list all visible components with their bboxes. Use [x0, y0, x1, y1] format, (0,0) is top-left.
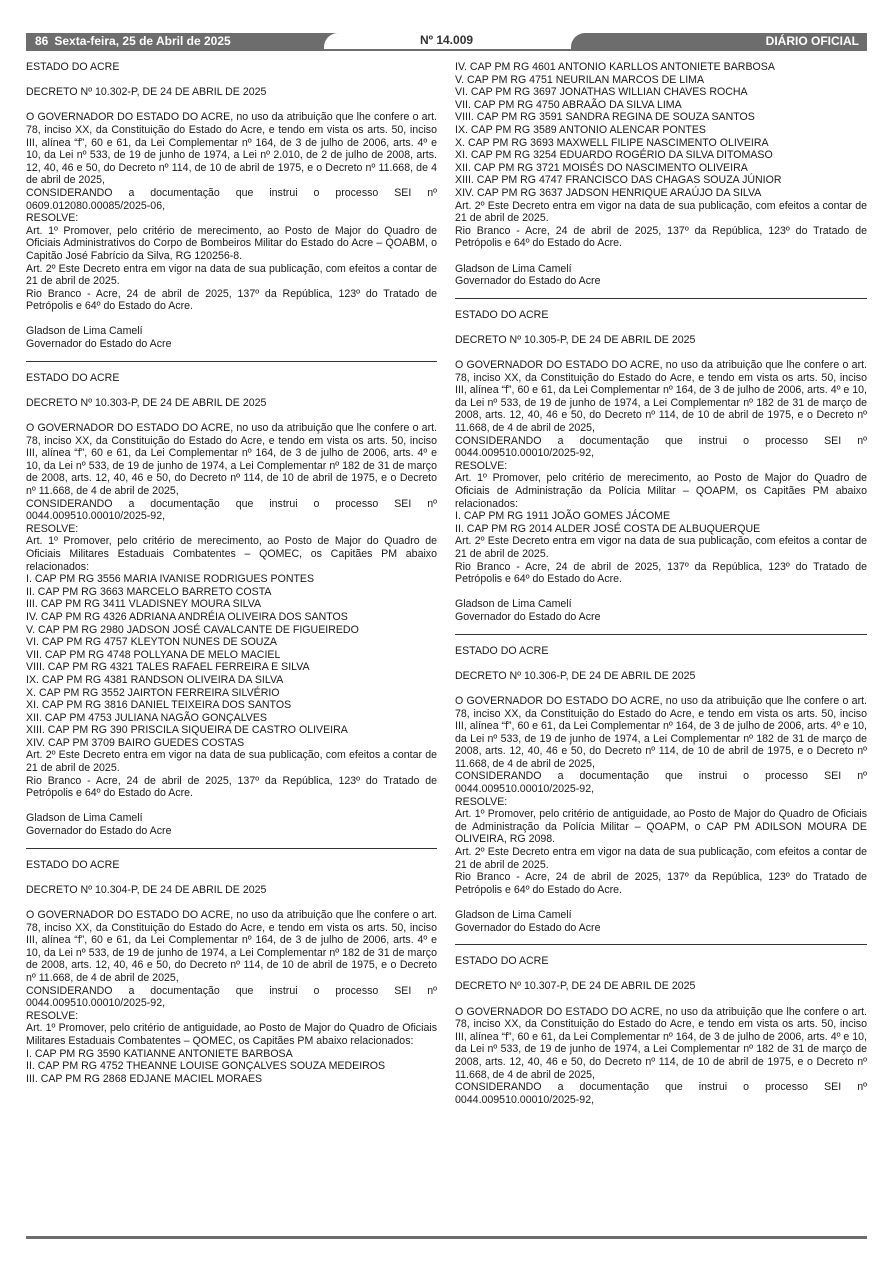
- decree-resolve: RESOLVE:: [26, 212, 79, 225]
- footer-rule: [26, 1236, 867, 1239]
- signer-name: Gladson de Lima Camelí: [26, 325, 143, 338]
- list-item: V. CAP PM RG 4751 NEURILAN MARCOS DE LIMA: [455, 73, 705, 86]
- decree-10304-continued: [455, 61, 867, 288]
- list-item: IX. CAP PM RG 4381 RANDSON OLIVEIRA DA SILVA: [26, 673, 284, 686]
- list-item: XIV. CAP PM RG 3637 JADSON HENRIQUE ARAÚJO DA SILVA: [455, 186, 762, 199]
- list-item: IV. CAP PM RG 4326 ADRIANA ANDRÉIA OLIVEIRA DOS SANTOS: [26, 610, 348, 623]
- page-number: 86: [35, 34, 49, 48]
- state-heading: ESTADO DO ACRE: [455, 955, 549, 968]
- list-item: X. CAP PM RG 3693 MAXWELL FILIPE NASCIMENTO OLIVEIRA: [455, 136, 769, 149]
- decree-10307: [455, 955, 867, 1106]
- decree-place-date: Rio Branco - Acre, 24 de abril de 2025, 137º da República, 123º do Tratado de Petrópolis e 64º do Estado do Acre.: [455, 224, 867, 250]
- section-divider: [26, 361, 437, 362]
- decree-article-2: Art. 2º Este Decreto entra em vigor na data de sua publicação, com efeitos a contar de 21 de abril de 2025.: [455, 199, 867, 225]
- list-item: XI. CAP PM RG 3254 EDUARDO ROGÉRIO DA SILVA DITOMASO: [455, 149, 773, 162]
- section-divider: [455, 298, 867, 299]
- list-item: XIV. CAP PM 3709 BAIRO GUEDES COSTAS: [26, 736, 245, 749]
- decree-resolve: RESOLVE:: [455, 795, 508, 808]
- decree-article-1: Art. 1º Promover, pelo critério de merecimento, ao Posto de Major do Quadro de Oficiais Administrativos do Corpo de Bombeiros Militar do Estado do Acre – QOABM, o Capitão José Fabrício da Silva, RG 120256-8.: [26, 224, 437, 262]
- list-item: XII. CAP PM RG 3721 MOISÉS DO NASCIMENTO OLIVEIRA: [455, 161, 748, 174]
- list-item: IX. CAP PM RG 3589 ANTONIO ALENCAR PONTES: [455, 123, 706, 136]
- list-item: I. CAP PM RG 3556 MARIA IVANISE RODRIGUES PONTES: [26, 573, 315, 586]
- decree-considering: CONSIDERANDO a documentação que instrui o processo SEI nº 0044.009510.00010/2025-92,: [455, 434, 867, 460]
- decree-title: DECRETO Nº 10.307-P, DE 24 DE ABRIL DE 2025: [455, 980, 696, 993]
- list-item: II. CAP PM RG 4752 THEANNE LOUISE GONÇALVES SOUZA MEDEIROS: [26, 1060, 386, 1073]
- state-heading: ESTADO DO ACRE: [455, 308, 549, 321]
- decree-title: DECRETO Nº 10.303-P, DE 24 DE ABRIL DE 2025: [26, 396, 267, 409]
- decree-preamble: O GOVERNADOR DO ESTADO DO ACRE, no uso da atribuição que lhe confere o art. 78, inciso XX, da Constituição do Estado do Acre, e tendo em vista os arts. 50, inciso III, alínea “f”, 60 e 61, da Lei Complementar nº 164, de 3 de julho de 2006, arts. 4º e 10, da Lei nº 533, de 19 de junho de 1974, a Lei nº 2.010, de 2 de julho de 2008, arts. 12, 40, 46 e 50, do Decreto nº 114, de 10 de abril de 1975, e o Decreto nº 11.668, de 4 de abril de 2025,: [26, 111, 437, 187]
- decree-resolve: RESOLVE:: [455, 459, 508, 472]
- decree-place-date: Rio Branco - Acre, 24 de abril de 2025, 137º da República, 123º do Tratado de Petrópolis e 64º do Estado do Acre.: [26, 287, 437, 313]
- decree-10304: [26, 859, 437, 1086]
- decree-article-1: Art. 1º Promover, pelo critério de merecimento, ao Posto de Major do Quadro de Oficiais de Administração da Polícia Militar – QOAPM, os Capitães PM abaixo relacionados:: [455, 472, 867, 510]
- list-item: VII. CAP PM RG 4750 ABRAÃO DA SILVA LIMA: [455, 98, 682, 111]
- header-date: Sexta-feira, 25 de Abril de 2025: [54, 34, 231, 48]
- state-heading: ESTADO DO ACRE: [26, 61, 120, 73]
- list-item: II. CAP PM RG 3663 MARCELO BARRETO COSTA: [26, 585, 272, 598]
- signer-role: Governador do Estado do Acre: [26, 338, 172, 351]
- decree-10303: [26, 372, 437, 838]
- decree-article-1: Art. 1º Promover, pelo critério de antiguidade, ao Posto de Major do Quadro de Oficiais de Administração da Polícia Militar – QOAPM, o CAP PM ADILSON MOURA DE OLIVEIRA, RG 2098.: [455, 808, 867, 846]
- list-item: XI. CAP PM RG 3816 DANIEL TEIXEIRA DOS SANTOS: [26, 699, 292, 712]
- decree-considering: CONSIDERANDO a documentação que instrui o processo SEI nº 0044.009510.00010/2025-92,: [455, 1081, 867, 1106]
- section-divider: [455, 944, 867, 945]
- signer-role: Governador do Estado do Acre: [26, 825, 172, 838]
- decree-considering: CONSIDERANDO a documentação que instrui o processo SEI nº 0044.009510.00010/2025-92,: [26, 984, 437, 1010]
- list-item: VII. CAP PM RG 4748 POLLYANA DE MELO MACIEL: [26, 648, 281, 661]
- list-item: VIII. CAP PM RG 4321 TALES RAFAEL FERREIRA E SILVA: [26, 661, 310, 674]
- decree-title: DECRETO Nº 10.302-P, DE 24 DE ABRIL DE 2025: [26, 86, 267, 99]
- decree-considering: CONSIDERANDO a documentação que instrui o processo SEI nº 0044.009510.00010/2025-92,: [455, 770, 867, 796]
- signer-name: Gladson de Lima Camelí: [26, 812, 143, 825]
- signer-name: Gladson de Lima Camelí: [455, 598, 572, 611]
- decree-title: DECRETO Nº 10.305-P, DE 24 DE ABRIL DE 2025: [455, 333, 696, 346]
- decree-title: DECRETO Nº 10.306-P, DE 24 DE ABRIL DE 2025: [455, 669, 696, 682]
- decree-preamble: O GOVERNADOR DO ESTADO DO ACRE, no uso da atribuição que lhe confere o art. 78, inciso XX, da Constituição do Estado do Acre, e tendo em vista os arts. 50, inciso III, alínea “f”, 60 e 61, da Lei Complementar nº 164, de 3 de julho de 2006, arts. 4º e 10, da Lei nº 533, de 19 de junho de 1974, a Lei Complementar nº 182 de 31 de março de 2008, arts. 12, 40, 46 e 50, do Decreto nº 114, de 10 de abril de 1975, e o Decreto nº 11.668, de 4 de abril de 2025,: [26, 422, 437, 497]
- right-column: [455, 61, 867, 1106]
- decree-preamble: O GOVERNADOR DO ESTADO DO ACRE, no uso da atribuição que lhe confere o art. 78, inciso XX, da Constituição do Estado do Acre, e tendo em vista os arts. 50, inciso III, alínea “f”, 60 e 61, da Lei Complementar nº 164, de 3 de julho de 2006, arts. 4º e 10, da Lei nº 533, de 19 de junho de 1974, a Lei Complementar nº 182 de 31 de março de 2008, arts. 12, 40, 46 e 50, do Decreto nº 114, de 10 de abril de 1975, e o Decreto nº 11.668, de 4 de abril de 2025,: [455, 359, 867, 435]
- list-item: XIII. CAP PM RG 390 PRISCILA SIQUEIRA DE CASTRO OLIVEIRA: [26, 724, 348, 737]
- section-divider: [455, 634, 867, 635]
- page-header: [26, 33, 867, 50]
- signer-name: Gladson de Lima Camelí: [455, 262, 572, 275]
- decree-considering: CONSIDERANDO a documentação que instrui o processo SEI nº 0609.012080.00085/2025-06,: [26, 186, 437, 212]
- decree-10302: [26, 61, 437, 351]
- header-rule: [26, 49, 867, 51]
- left-column: [26, 61, 437, 1085]
- decree-article-2: Art. 2º Este Decreto entra em vigor na data de sua publicação, com efeitos a contar de 21 de abril de 2025.: [455, 846, 867, 871]
- decree-resolve: RESOLVE:: [26, 522, 79, 535]
- decree-article-2: Art. 2º Este Decreto entra em vigor na data de sua publicação, com efeitos a contar de 21 de abril de 2025.: [455, 535, 867, 560]
- decree-article-2: Art. 2º Este Decreto entra em vigor na data de sua publicação, com efeitos a contar de 21 de abril de 2025.: [26, 749, 437, 775]
- decree-considering: CONSIDERANDO a documentação que instrui o processo SEI nº 0044.009510.00010/2025-92,: [26, 497, 437, 523]
- signer-role: Governador do Estado do Acre: [455, 921, 601, 934]
- list-item: IV. CAP PM RG 4601 ANTONIO KARLLOS ANTONIETE BARBOSA: [455, 61, 775, 73]
- signer-name: Gladson de Lima Camelí: [455, 909, 572, 921]
- decree-place-date: Rio Branco - Acre, 24 de abril de 2025, 137º da República, 123º do Tratado de Petrópolis e 64º do Estado do Acre.: [26, 774, 437, 800]
- list-item: I. CAP PM RG 3590 KATIANNE ANTONIETE BARBOSA: [26, 1047, 293, 1060]
- decree-preamble: O GOVERNADOR DO ESTADO DO ACRE, no uso da atribuição que lhe confere o art. 78, inciso XX, da Constituição do Estado do Acre, e tendo em vista os arts. 50, inciso III, alínea “f”, 60 e 61, da Lei Complementar nº 164, de 3 de julho de 2006, arts. 4º e 10, da Lei nº 533, de 19 de junho de 1974, a Lei Complementar nº 182 de 31 de março de 2008, arts. 12, 40, 46 e 50, do Decreto nº 114, de 10 de abril de 1975, e o Decreto nº 11.668, de 4 de abril de 2025,: [26, 909, 437, 984]
- signer-role: Governador do Estado do Acre: [455, 275, 601, 288]
- state-heading: ESTADO DO ACRE: [26, 858, 120, 871]
- decree-10306: [455, 645, 867, 935]
- decree-10305: [455, 309, 867, 624]
- list-item: VIII. CAP PM RG 3591 SANDRA REGINA DE SOUZA SANTOS: [455, 111, 755, 124]
- decree-article-2: Art. 2º Este Decreto entra em vigor na data de sua publicação, com efeitos a contar de 21 de abril de 2025.: [26, 262, 437, 288]
- list-item: VI. CAP PM RG 4757 KLEYTON NUNES DE SOUZA: [26, 636, 277, 649]
- list-item: I. CAP PM RG 1911 JOÃO GOMES JÁCOME: [455, 510, 671, 523]
- decree-article-1: Art. 1º Promover, pelo critério de antiguidade, ao Posto de Major do Quadro de Oficiais Militares Estaduais Combatentes – QOMEC, os Capitães PM abaixo relacionados:: [26, 1022, 437, 1047]
- section-divider: [26, 848, 437, 849]
- list-item: XIII. CAP PM RG 4747 FRANCISCO DAS CHAGAS SOUZA JÚNIOR: [455, 174, 782, 187]
- decree-title: DECRETO Nº 10.304-P, DE 24 DE ABRIL DE 2025: [26, 883, 267, 896]
- list-item: VI. CAP PM RG 3697 JONATHAS WILLIAN CHAVES ROCHA: [455, 86, 748, 99]
- list-item: II. CAP PM RG 2014 ALDER JOSÉ COSTA DE ALBUQUERQUE: [455, 522, 761, 535]
- publication-name: DIÁRIO OFICIAL: [571, 33, 867, 50]
- state-heading: ESTADO DO ACRE: [26, 371, 120, 384]
- decree-article-1: Art. 1º Promover, pelo critério de merecimento, ao Posto de Major do Quadro de Oficiais Militares Estaduais Combatentes – QOMEC, os Capitães PM abaixo relacionados:: [26, 535, 437, 573]
- issue-number: Nº 14.009: [419, 33, 474, 47]
- decree-preamble: O GOVERNADOR DO ESTADO DO ACRE, no uso da atribuição que lhe confere o art. 78, inciso XX, da Constituição do Estado do Acre, e tendo em vista os arts. 50, inciso III, alínea “f”, 60 e 61, da Lei Complementar nº 164, de 3 de julho de 2006, arts. 4º e 10, da Lei nº 533, de 19 de junho de 1974, a Lei Complementar nº 182 de 31 de março de 2008, arts. 12, 40, 46 e 50, do Decreto nº 114, de 10 de abril de 1975, e o Decreto nº 11.668, de 4 de abril de 2025,: [455, 694, 867, 770]
- list-item: V. CAP PM RG 2980 JADSON JOSÉ CAVALCANTE DE FIGUEIREDO: [26, 623, 359, 636]
- list-item: XII. CAP PM 4753 JULIANA NAGÃO GONÇALVES: [26, 711, 267, 724]
- decree-preamble: O GOVERNADOR DO ESTADO DO ACRE, no uso da atribuição que lhe confere o art. 78, inciso XX, da Constituição do Estado do Acre, e tendo em vista os arts. 50, inciso III, alínea “f”, 60 e 61, da Lei Complementar nº 164, de 3 de julho de 2006, arts. 4º e 10, da Lei nº 533, de 19 de junho de 1974, a Lei Complementar nº 182 de 31 de março de 2008, arts. 12, 40, 46 e 50, do Decreto nº 114, de 10 de abril de 1975, e o Decreto nº 11.668, de 4 de abril de 2025,: [455, 1005, 867, 1081]
- state-heading: ESTADO DO ACRE: [455, 644, 549, 657]
- signer-role: Governador do Estado do Acre: [455, 610, 601, 623]
- decree-place-date: Rio Branco - Acre, 24 de abril de 2025, 137º da República, 123º do Tratado de Petrópolis e 64º do Estado do Acre.: [455, 871, 867, 896]
- decree-place-date: Rio Branco - Acre, 24 de abril de 2025, 137º da República, 123º do Tratado de Petrópolis e 64º do Estado do Acre.: [455, 560, 867, 586]
- decree-resolve: RESOLVE:: [26, 1009, 79, 1022]
- list-item: III. CAP PM RG 2868 EDJANE MACIEL MORAES: [26, 1072, 263, 1085]
- list-item: III. CAP PM RG 3411 VLADISNEY MOURA SILVA: [26, 598, 262, 611]
- list-item: X. CAP PM RG 3552 JAIRTON FERREIRA SILVÉRIO: [26, 686, 280, 699]
